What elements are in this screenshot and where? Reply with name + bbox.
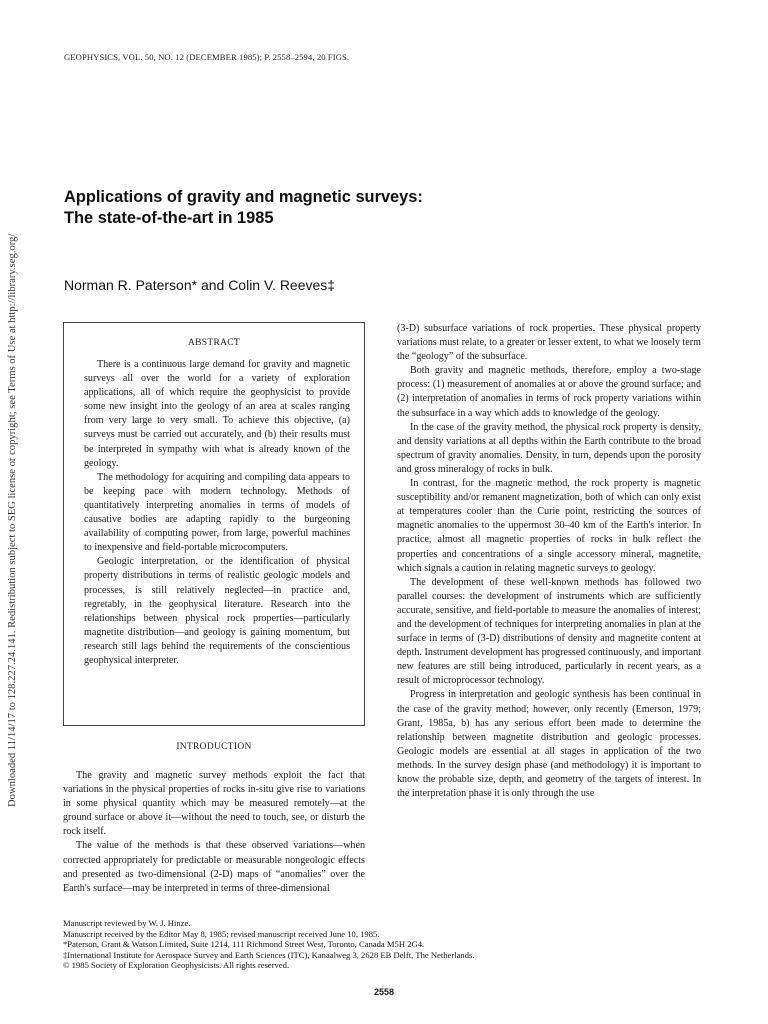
- body-paragraph: Progress in interpretation and geologic synthesis has been continual in the case of the gravity method; however, only recently (Emerson, 1979; Grant, 1985a, b) has any serious effort been made to determine the relationship between magnetite distribution and geologic processes. Geologic models are essential at all stages in application of the two methods. In the survey design phase (and methodology) it is important to know the probable size, depth, and geometry of the targets of interest. In the interpretation phase it is only through the use: [397, 689, 701, 800]
- footnote-affiliation-2: ‡International Institute for Aerospace Survey and Earth Sciences (ITC), Kanaalweg 3, 2628 EB Delft, The Netherlands.: [63, 949, 475, 960]
- page-number: 2558: [373, 987, 395, 997]
- body-paragraph: In contrast, for the magnetic method, the rock property is magnetic susceptibility and/or remanent magnetization, both of which can only exist at temperatures cooler than the Curie point, restricting the sources of magnetic anomalies to the uppermost 30–40 km of the Earth's interior. In practice, almost all magnetic properties of rocks in bulk reflect the properties and concentrations of a single accessory mineral, magnetite, which signals a caution in relating magnetic surveys to geology.: [397, 478, 701, 574]
- footnotes: [63, 918, 703, 971]
- body-paragraph: The development of these well-known methods has followed two parallel courses: the development of instruments which are sufficiently accurate, sensitive, and field-portable to measure the anomalies of interest; and the development of techniques for interpreting anomalies in plan at the surface in terms of (3-D) distributions of density and magnetite content at depth. Instrument development has progressed continuously, and important new features are still being introduced, particularly in recent years, as a result of microprocessor technology.: [397, 576, 701, 687]
- abstract-paragraph: Geologic interpretation, or the identification of physical property distributions in terms of realistic geologic models and processes, is still relatively neglected—in practice and, regretably, in the geophysical literature. Research into the relationships between physical rock properties—particularly magnetite distribution—and geology is gaining momentum, but research still lags behind the requirements of the conscientious geophysical interpreter.: [84, 556, 350, 666]
- download-notice: Downloaded 11/14/17 to 128.227.24.141. Redistribution subject to SEG license or copyright; see Terms of Use at http://library.seg.org/: [7, 233, 18, 807]
- body-paragraph: In the case of the gravity method, the physical rock property is density, and density variations at all depths within the Earth contribute to the broad spectrum of gravity anomalies. Density, in turn, depends upon the porosity and gross mineralogy of rocks in bulk.: [397, 421, 701, 475]
- right-column-continuation: (3-D) subsurface variations of rock properties. These physical property variations must relate, to a greater or lesser extent, to what we loosely term the “geology” of the subsurface.: [397, 323, 701, 363]
- author-line: Norman R. Paterson* and Colin V. Reeves‡: [64, 277, 336, 293]
- title-line-1: Applications of gravity and magnetic surveys:: [64, 188, 423, 206]
- footnote-reviewer: Manuscript reviewed by W. J. Hinze.: [63, 918, 191, 928]
- introduction-body: [63, 769, 365, 896]
- footnote-received: Manuscript received by the Editor May 8, 1985; revised manuscript received June 10, 1985.: [63, 928, 380, 939]
- article-title: [64, 187, 664, 229]
- introduction-paragraph: The gravity and magnetic survey methods exploit the fact that variations in the physical properties of rocks in-situ give rise to variations in some physical quantity which may be measured remotely—at the ground surface or above it—without the need to touch, see, or disturb the rock itself.: [63, 770, 365, 838]
- footnote-copyright: © 1985 Society of Exploration Geophysicists. All rights reserved.: [63, 960, 290, 971]
- body-paragraph: Both gravity and magnetic methods, therefore, employ a two-stage process: (1) measurement of anomalies at or above the ground surface; and (2) interpretation of anomalies in terms of rock property variations within the subsurface in a way which adds to knowledge of the geology.: [397, 365, 701, 419]
- abstract-paragraph: There is a continuous large demand for gravity and magnetic surveys all over the world for a variety of exploration applications, all of which require the geophysicist to provide some new insight into the geology of an area at scales ranging from very large to very small. To achieve this objective, (a) surveys must be carried out accurately, and (b) their results must be interpreted in sympathy with what is already known of the geology.: [84, 359, 350, 469]
- title-line-2: The state-of-the-art in 1985: [64, 209, 274, 227]
- introduction-paragraph: The value of the methods is that these observed variations—when corrected appropriately for predictable or measurable nongeologic effects and presented as two-dimensional (2-D) maps of “anomalies” over the Earth's surface—may be interpreted in terms of three-dimensional: [63, 840, 365, 894]
- introduction-heading: INTRODUCTION: [176, 742, 252, 752]
- abstract-paragraph: The methodology for acquiring and compiling data appears to be keeping pace with modern technology. Methods of quantitatively interpreting anomalies in terms of models of causative bodies are adapting rapidly to the burgeoning availability of computing power, from large, powerful machines to inexpensive and field-portable microcomputers.: [84, 471, 350, 554]
- right-column: [397, 322, 701, 801]
- footnote-affiliation-1: *Paterson, Grant & Watson Limited, Suite 1214, 111 Richmond Street West, Toronto, Canada M5H 2G4.: [63, 939, 425, 950]
- journal-header: GEOPHYSICS, VOL. 50, NO. 12 (DECEMBER 1985); P. 2558–2594, 20 FIGS.: [64, 52, 350, 62]
- abstract-body: [84, 358, 350, 668]
- abstract-heading: ABSTRACT: [187, 338, 241, 348]
